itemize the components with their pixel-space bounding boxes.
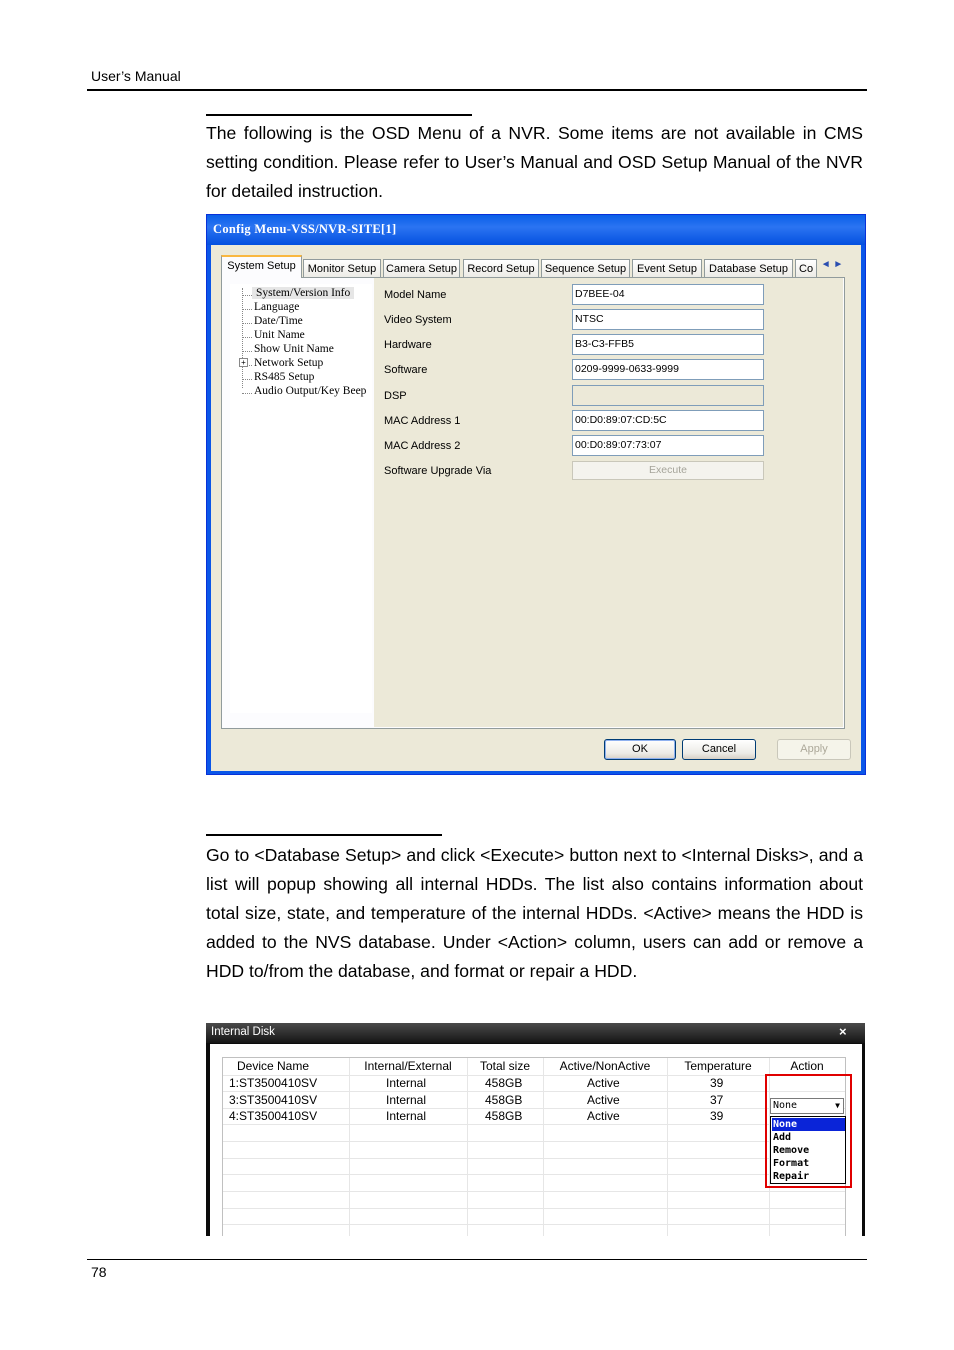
tab-camera-setup[interactable]: Camera Setup (383, 259, 460, 277)
action-combo[interactable] (770, 1098, 844, 1114)
column-header-active[interactable]: Active/NonActive (559, 1059, 651, 1073)
tab-scroll-arrows-icon[interactable]: ◄ ► (820, 259, 844, 270)
tab-sequence-setup[interactable]: Sequence Setup (541, 259, 630, 277)
action-option-none[interactable]: None (772, 1118, 845, 1131)
config-menu-window (206, 214, 866, 775)
disk-list (222, 1057, 846, 1236)
mac-address-1-label: MAC Address 1 (384, 415, 461, 427)
total-size-cell: 458GB (485, 1093, 523, 1107)
software-label: Software (384, 364, 428, 376)
internal-external-cell: Internal (386, 1076, 427, 1090)
temperature-cell: 39 (710, 1109, 724, 1123)
window-titlebar (207, 215, 865, 245)
software-upgrade-label: Software Upgrade Via (384, 465, 492, 477)
tab-panel (221, 277, 845, 729)
device-name-cell: 4:ST3500410SV (229, 1109, 318, 1123)
mac-address-2-field[interactable]: 00:D0:89:07:73:07 (572, 435, 764, 456)
apply-button[interactable]: Apply (777, 739, 851, 760)
tab-system-setup[interactable]: System Setup (221, 255, 302, 278)
column-header-total-size[interactable]: Total size (479, 1059, 531, 1073)
tree-item-language[interactable]: Language (254, 301, 300, 313)
window-titlebar (206, 1023, 865, 1043)
tab-database-setup[interactable]: Database Setup (704, 259, 793, 277)
hardware-field[interactable]: B3-C3-FFB5 (572, 334, 764, 355)
software-field[interactable]: 0209-9999-0633-9999 (572, 359, 764, 380)
total-size-cell: 458GB (485, 1109, 523, 1123)
running-head: User’s Manual (91, 68, 181, 84)
column-header-action[interactable]: Action (790, 1059, 824, 1073)
action-option-repair[interactable]: Repair (773, 1171, 810, 1182)
expand-plus-icon[interactable]: + (239, 358, 248, 367)
internal-external-cell: Internal (386, 1093, 427, 1107)
dsp-field[interactable] (572, 385, 764, 406)
page-number: 78 (91, 1264, 107, 1280)
temperature-cell: 37 (710, 1093, 724, 1107)
column-header-device-name[interactable]: Device Name (236, 1059, 310, 1073)
action-option-remove[interactable]: Remove (773, 1145, 810, 1156)
database-paragraph: Go to <Database Setup> and click <Execute> button next to <Internal Disks>, and a list will popup showing all internal HDDs. The list also contains information about total size, state, and temperature of the internal HDDs. <Active> means the HDD is added to the NVS database. Under <Action> column, users can add or remove a HDD to/from the database, and format or repair a HDD. (206, 845, 863, 981)
chevron-down-icon[interactable]: ▼ (835, 1101, 840, 1110)
model-name-label: Model Name (384, 289, 447, 301)
tree-item-rs485-setup[interactable]: RS485 Setup (254, 371, 315, 383)
active-cell: Active (587, 1109, 620, 1123)
tab-record-setup[interactable]: Record Setup (463, 259, 539, 277)
window-body (211, 245, 861, 771)
tab-more[interactable]: Co (795, 259, 817, 277)
hardware-label: Hardware (384, 339, 432, 351)
action-dropdown (770, 1116, 846, 1184)
column-header-internal-external[interactable]: Internal/External (364, 1059, 452, 1073)
tree-item-unit-name[interactable]: Unit Name (254, 329, 305, 341)
tab-event-setup[interactable]: Event Setup (632, 259, 702, 277)
version-info-pane (374, 278, 843, 727)
action-combo-value: None (773, 1100, 798, 1111)
ok-button[interactable]: OK (604, 739, 676, 760)
active-cell: Active (587, 1076, 620, 1090)
model-name-field[interactable]: D7BEE-04 (572, 284, 764, 305)
video-system-label: Video System (384, 314, 452, 326)
header-rule (87, 89, 867, 91)
internal-external-cell: Internal (386, 1109, 427, 1123)
mac-address-1-field[interactable]: 00:D0:89:07:CD:5C (572, 410, 764, 431)
active-cell: Active (587, 1093, 620, 1107)
window-title: Internal Disk (211, 1026, 275, 1038)
footer-rule (87, 1259, 867, 1260)
window-body (210, 1044, 862, 1236)
column-header-temperature[interactable]: Temperature (684, 1059, 752, 1073)
video-system-field[interactable]: NTSC (572, 309, 764, 330)
total-size-cell: 458GB (485, 1076, 523, 1090)
intro-paragraph: The following is the OSD Menu of a NVR. Some items are not available in CMS setting condition. Please refer to User’s Manual and OSD Setup Manual of the NVR for detailed instruction. (206, 123, 863, 201)
section-rule (206, 114, 472, 116)
action-option-format[interactable]: Format (773, 1158, 810, 1169)
window-title: Config Menu-VSS/NVR-SITE[1] (213, 222, 397, 236)
tree-item-network-setup[interactable]: Network Setup (254, 357, 324, 369)
internal-disk-window (206, 1023, 865, 1236)
device-name-cell: 1:ST3500410SV (229, 1076, 318, 1090)
dsp-label: DSP (384, 390, 407, 402)
close-icon[interactable]: × (839, 1024, 847, 1039)
section-rule (206, 834, 442, 836)
action-option-add[interactable]: Add (773, 1132, 792, 1143)
settings-tree (230, 284, 372, 713)
mac-address-2-label: MAC Address 2 (384, 440, 461, 452)
temperature-cell: 39 (710, 1076, 724, 1090)
execute-button[interactable]: Execute (572, 461, 764, 480)
device-name-cell: 3:ST3500410SV (229, 1093, 318, 1107)
tree-item-audio-output[interactable]: Audio Output/Key Beep (254, 385, 367, 397)
tree-item-system-version-info[interactable]: System/Version Info (252, 287, 354, 299)
cancel-button[interactable]: Cancel (682, 739, 756, 760)
tab-monitor-setup[interactable]: Monitor Setup (303, 259, 381, 277)
tree-item-show-unit-name[interactable]: Show Unit Name (254, 343, 334, 355)
tree-item-date-time[interactable]: Date/Time (254, 315, 303, 327)
